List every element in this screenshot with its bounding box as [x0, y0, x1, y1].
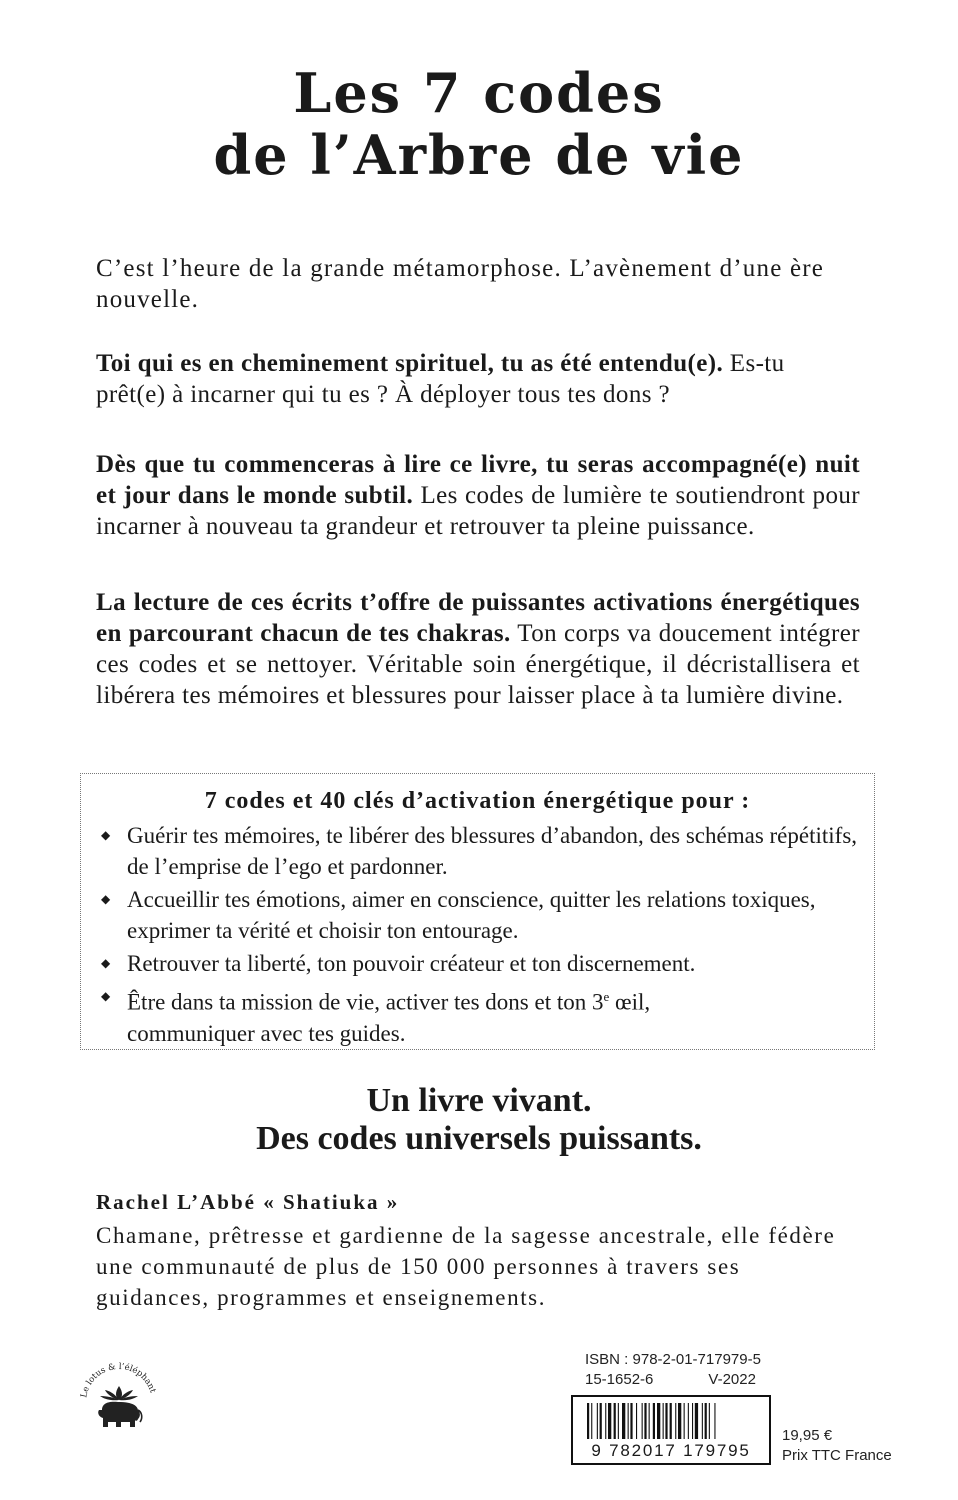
activation-box	[80, 773, 875, 1050]
intro-paragraph-1	[96, 253, 860, 315]
barcode-digits: 9 782017 179795	[591, 1441, 751, 1460]
price-block	[782, 1426, 892, 1466]
tagline-line-2: Des codes universels puissants.	[256, 1120, 702, 1157]
intro-text-2: Es-tu prêt(e) à incarner qui tu es ? À déployer tous tes dons ?	[96, 350, 785, 408]
intro-bold-3: Dès que tu commenceras à lire ce livre, tu seras accompagné(e) nuit et jour dans le monde subtil.	[96, 451, 860, 509]
barcode	[571, 1395, 771, 1465]
barcode-bars	[587, 1403, 757, 1439]
intro-text-4: Ton corps va doucement intégrer ces codes et se nettoyer. Véritable soin énergétique, il décristallisera et libérera tes mémoires et blessures pour laisser place à ta lumière divine.	[96, 620, 861, 709]
version-code: V-2022	[708, 1371, 756, 1388]
diamond-bullet-icon: ◆	[101, 828, 111, 842]
book-title	[0, 62, 958, 186]
list-item: ◆ Être dans ta mission de vie, activer tes dons et ton 3e œil, communiquer avec tes guides.	[99, 981, 869, 1049]
list-item: ◆ Guérir tes mémoires, te libérer des blessures d’abandon, des schémas répétitifs, de l’emprise de l’ego et pardonner.	[99, 820, 869, 882]
list-item: ◆ Accueillir tes émotions, aimer en conscience, quitter les relations toxiques, exprimer ta vérité et choisir ton entourage.	[99, 884, 869, 946]
price-amount: 19,95 €	[782, 1427, 833, 1444]
product-code: 15-1652-6	[585, 1371, 654, 1388]
diamond-bullet-icon: ◆	[101, 892, 111, 906]
tagline	[0, 1082, 958, 1158]
intro-bold-4: La lecture de ces écrits t’offre de puissantes activations énergétiques en parcourant chacun de tes chakras.	[96, 589, 860, 647]
diamond-bullet-icon: ◆	[101, 956, 111, 970]
isbn-label: ISBN : 978-2-01-717979-5	[585, 1351, 761, 1368]
author-name: Rachel L’Abbé « Shatiuka »	[96, 1190, 400, 1214]
logo-text: Le lotus & l’éléphant	[79, 1361, 158, 1399]
intro-text-1: C’est l’heure de la grande métamorphose. L’avènement d’une ère nouvelle.	[96, 255, 825, 313]
price-note: Prix TTC France	[782, 1447, 892, 1464]
intro-paragraph-2	[96, 348, 860, 410]
lotus-elephant-icon	[74, 1352, 164, 1442]
list-item: ◆ Retrouver ta liberté, ton pouvoir créateur et ton discernement.	[99, 948, 869, 979]
intro-paragraph-4	[96, 587, 860, 711]
intro-bold-2: Toi qui es en cheminement spirituel, tu as été entendu(e).	[96, 350, 724, 377]
isbn-block	[585, 1350, 761, 1390]
title-line-2: de l’Arbre de vie	[213, 123, 745, 187]
author-bio: Chamane, prêtresse et gardienne de la sagesse ancestrale, elle fédère une communauté de plus de 150 000 personnes à travers ses guidances, programmes et enseignements.	[96, 1223, 836, 1310]
intro-paragraph-3	[96, 449, 860, 542]
activation-list	[99, 820, 869, 1051]
title-line-1: Les 7 codes	[293, 61, 665, 125]
tagline-line-1: Un livre vivant.	[366, 1082, 592, 1119]
box-title: 7 codes et 40 clés d’activation énergétique pour :	[204, 788, 751, 814]
diamond-bullet-icon: ◆	[101, 989, 111, 1003]
intro-text-3: Les codes de lumière te soutiendront pour incarner à nouveau ta grandeur et retrouver ta pleine puissance.	[96, 482, 860, 540]
